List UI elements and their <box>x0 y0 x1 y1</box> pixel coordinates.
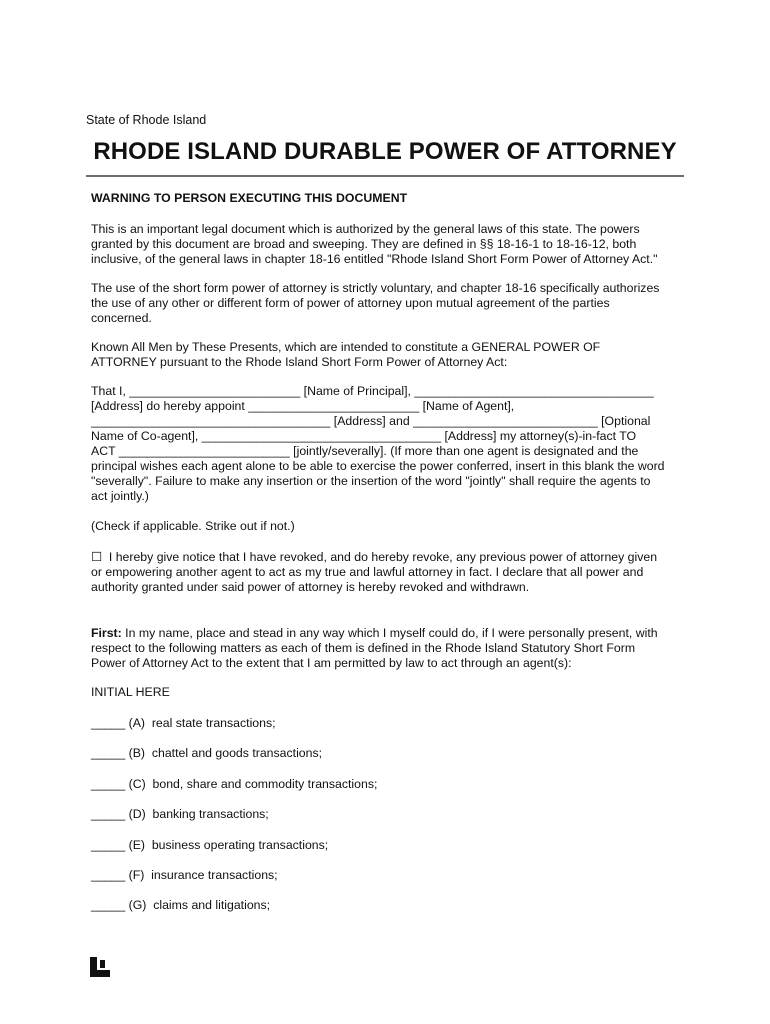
power-item-c: _____ (C) bond, share and commodity transactions; <box>91 776 378 791</box>
text-line: inclusive, of the general laws in chapter 18-16 entitled "Rhode Island Short Form Power of Attorney Act." <box>91 252 658 266</box>
text-line: Known All Men by These Presents, which are intended to constitute a GENERAL POWER OF <box>91 340 601 354</box>
power-item-f: _____ (F) insurance transactions; <box>91 867 278 882</box>
text-line: Name of Co-agent], ___________________________________ [Address] my attorney(s)-in-fact TO <box>91 429 637 443</box>
power-item-d: _____ (D) banking transactions; <box>91 807 269 822</box>
power-item-e: _____ (E) business operating transactions; <box>91 837 329 852</box>
legal-templates-logo-icon <box>89 957 111 977</box>
warning-paragraph-2 <box>91 281 685 326</box>
text-line: "severally". Failure to make any insertion or the insertion of the word "jointly" shall require the agents to <box>91 474 651 488</box>
text-line: authority granted under said power of attorney is hereby revoked and withdrawn. <box>91 580 530 594</box>
warning-paragraph-1 <box>91 222 685 267</box>
text-line: or empowering another agent to act as my true and lawful attorney in fact. I declare that all power and <box>91 565 644 579</box>
text-line: ATTORNEY pursuant to the Rhode Island Short Form Power of Attorney Act: <box>91 355 508 369</box>
first-text: In my name, place and stead in any way which I myself could do, if I were personally present, with <box>121 626 658 640</box>
warning-heading: WARNING TO PERSON EXECUTING THIS DOCUMENT <box>91 191 408 205</box>
initial-here-label: INITIAL HERE <box>91 685 170 699</box>
text-line: principal wishes each agent alone to be able to exercise the power conferred, insert in this blank the word <box>91 459 665 473</box>
known-all-men-paragraph <box>91 340 685 370</box>
text-line: concerned. <box>91 311 152 325</box>
first-label: First: <box>91 626 122 640</box>
text-line: ☐ I hereby give notice that I have revoked, and do hereby revoke, any previous power of attorney given <box>91 550 658 564</box>
text-line: ___________________________________ [Address] and ___________________________ [Optional <box>91 414 651 428</box>
text-line: This is an important legal document which is authorized by the general laws of this state. The powers <box>91 222 640 236</box>
power-item-g: _____ (G) claims and litigations; <box>91 898 271 913</box>
text-line: [Address] do hereby appoint _________________________ [Name of Agent], <box>91 399 515 413</box>
power-item-b: _____ (B) chattel and goods transactions; <box>91 746 323 761</box>
powers-list <box>91 716 377 929</box>
appointment-paragraph <box>91 384 685 504</box>
text-line: the use of any other or different form of power of attorney upon mutual agreement of the parties <box>91 296 610 310</box>
check-if-applicable-note: (Check if applicable. Strike out if not.) <box>91 519 295 533</box>
title-divider <box>86 175 684 177</box>
text-line: act jointly.) <box>91 489 149 503</box>
first-powers-paragraph <box>91 626 685 671</box>
state-label: State of Rhode Island <box>86 113 207 127</box>
text-line: That I, _________________________ [Name of Principal], ___________________________________ <box>91 384 654 398</box>
text-line: Power of Attorney Act to the extent that I am permitted by law to act through an agent(s): <box>91 656 572 670</box>
document-title: RHODE ISLAND DURABLE POWER OF ATTORNEY <box>93 138 677 165</box>
text-line: granted by this document are broad and sweeping. They are defined in §§ 18-16-1 to 18-16-12, both <box>91 237 637 251</box>
text-line: The use of the short form power of attorney is strictly voluntary, and chapter 18-16 specifically authorizes <box>91 281 660 295</box>
power-item-a: _____ (A) real state transactions; <box>91 716 276 730</box>
text-line: respect to the following matters as each of them is defined in the Rhode Island Statutory Short Form <box>91 641 636 655</box>
revocation-paragraph <box>91 550 685 595</box>
text-line <box>91 626 685 641</box>
text-line: ACT _________________________ [jointly/severally]. (If more than one agent is designated and the <box>91 444 639 458</box>
